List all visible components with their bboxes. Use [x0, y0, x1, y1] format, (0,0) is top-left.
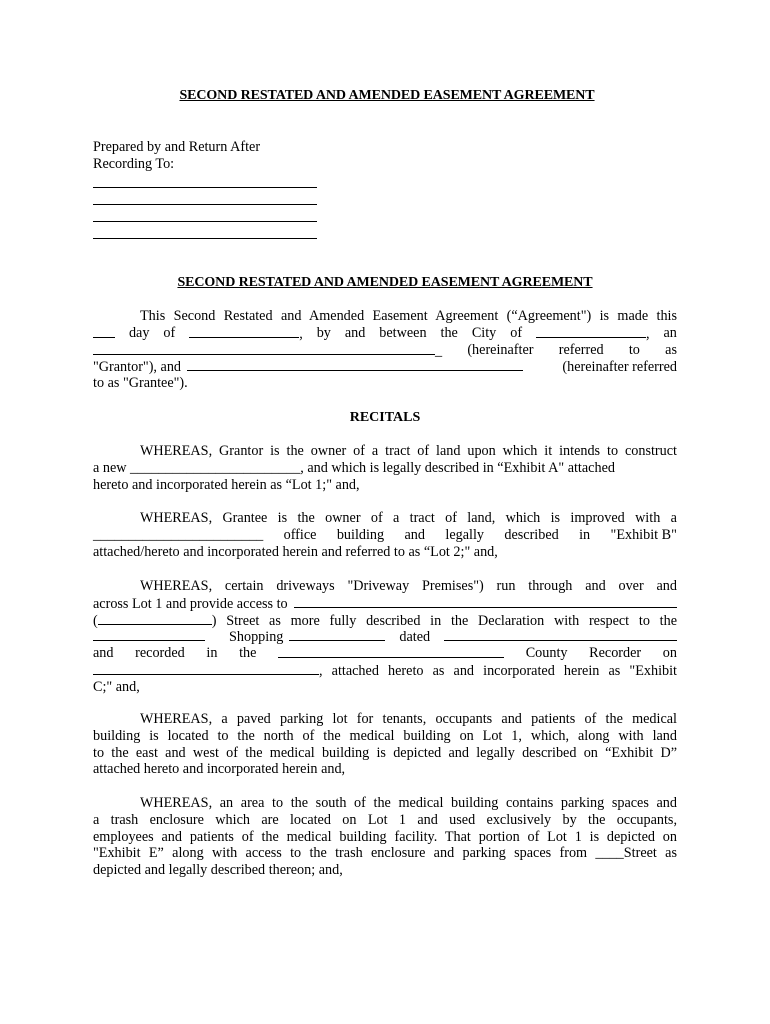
intro-line-3: _ (hereinafter referred to as	[93, 342, 677, 359]
prepared-by-block	[93, 139, 260, 173]
intro-line-1: This Second Restated and Amended Easement Agreement (“Agreement") is made this	[140, 308, 677, 324]
recital-5-line-5: depicted and legally described thereon; and,	[93, 862, 343, 879]
grantor-name-blank	[93, 342, 435, 355]
recital-3-line-2: across Lot 1 and provide access to	[93, 595, 677, 612]
prepared-by-line2: Recording To:	[93, 156, 175, 172]
intro-paragraph	[93, 308, 677, 392]
street-name-blank	[98, 612, 212, 625]
document-title-main: SECOND RESTATED AND AMENDED EASEMENT AGREEMENT	[177, 275, 593, 290]
return-address-line-3	[93, 221, 317, 222]
recital-2-line-1: WHEREAS, Grantee is the owner of a tract of land, which is improved with a	[140, 510, 677, 526]
recital-4	[93, 711, 677, 778]
recital-4-line-2: building is located to the north of the medical building on Lot 1, which, along with land	[93, 727, 677, 744]
recording-date-blank	[93, 662, 319, 675]
shopping-name-blank	[93, 628, 205, 641]
recital-3-line-5: and recorded in the County Recorder on	[93, 645, 677, 662]
recital-2-line-3: attached/hereto and incorporated herein and referred to as “Lot 2;" and,	[93, 543, 498, 560]
recitals-heading: RECITALS	[349, 410, 421, 425]
recital-4-line-4: attached hereto and incorporated herein and,	[93, 761, 346, 778]
recital-4-line-1: WHEREAS, a paved parking lot for tenants, occupants and patients of the medical	[140, 711, 677, 727]
return-address-line-1	[93, 187, 317, 188]
prepared-by-line1: Prepared by and Return After	[93, 139, 261, 155]
intro-line-5: to as "Grantee").	[93, 375, 188, 392]
recital-3-line-1: WHEREAS, certain driveways "Driveway Premises") run through and over and	[140, 578, 677, 594]
recital-3	[93, 578, 677, 696]
recital-5-line-2: a trash enclosure which are located on Lot 1 and used exclusively by the occupants,	[93, 811, 677, 828]
recital-2	[93, 510, 677, 560]
recital-1-line-3: hereto and incorporated herein as “Lot 1;" and,	[93, 476, 360, 493]
shopping-blank-2	[289, 628, 385, 641]
grantee-name-blank	[187, 358, 523, 371]
access-street-blank	[294, 595, 677, 608]
recital-5-line-1: WHEREAS, an area to the south of the medical building contains parking spaces and	[140, 795, 677, 811]
recital-5-line-3: employees and patients of the medical building facility. That portion of Lot 1 is depicted on	[93, 828, 677, 845]
intro-line-4: "Grantor"), and (hereinafter referred	[93, 359, 677, 376]
document-title-top: SECOND RESTATED AND AMENDED EASEMENT AGREEMENT	[179, 88, 595, 103]
day-blank	[93, 325, 115, 338]
recital-5	[93, 795, 677, 879]
return-address-line-4	[93, 238, 317, 239]
declaration-date-blank	[444, 628, 677, 641]
recital-3-line-4: Shopping dated	[93, 628, 677, 645]
recital-3-line-3: ( ) Street as more fully described in the Declaration with respect to the	[93, 612, 677, 629]
recital-1-line-1: WHEREAS, Grantor is the owner of a tract of land upon which it intends to construct	[140, 443, 677, 459]
recital-1-line-2: a new ________________________, and which is legally described in “Exhibit A" attached	[93, 459, 615, 476]
recital-2-line-2: ________________________ office building and legally described in "Exhibit B"	[93, 526, 677, 543]
city-blank	[536, 325, 646, 338]
recital-1	[93, 443, 677, 493]
date-blank	[189, 325, 299, 338]
recital-5-line-4: "Exhibit E” along with access to the trash enclosure and parking spaces from ____Street as	[93, 845, 677, 862]
recital-4-line-3: to the east and west of the medical building is depicted and legally described on “Exhibit D”	[93, 744, 677, 761]
recital-3-line-7: C;" and,	[93, 678, 140, 695]
recital-3-line-6: , attached hereto as and incorporated herein as "Exhibit	[93, 662, 677, 679]
county-name-blank	[278, 645, 504, 658]
intro-line-2: day of , by and between the City of , an	[93, 325, 677, 342]
return-address-line-2	[93, 204, 317, 205]
